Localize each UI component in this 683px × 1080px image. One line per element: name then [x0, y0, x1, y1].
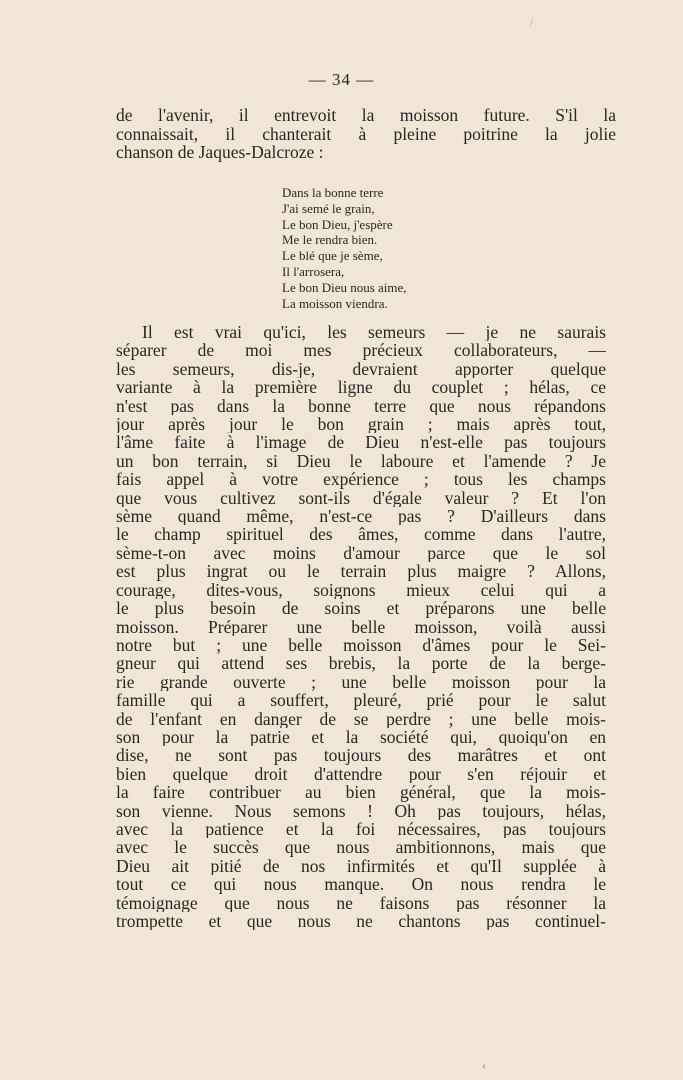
text-line: variante à la première ligne du couplet ; hélas, ce: [116, 378, 606, 397]
text-line: gneur qui attend ses brebis, la porte de la berge-: [116, 654, 606, 673]
text-line: trompette et que nous ne chantons pas continuel-: [116, 912, 606, 931]
text-line: bien quelque droit d'attendre pour s'en réjouir et: [116, 764, 606, 784]
page-number-header: — 34 —: [308, 70, 375, 89]
text-line: son pour la patrie et la société qui, quoiqu'on en: [116, 727, 606, 747]
poem-line: Le bon Dieu nous aime,: [282, 279, 407, 295]
body-paragraph: [116, 323, 606, 930]
text-line: l'âme faite à l'image de Dieu n'est-elle pas toujours: [116, 433, 606, 452]
text-line: de l'enfant en danger de se perdre ; une belle mois-: [116, 709, 606, 728]
text-line: moisson. Préparer une belle moisson, voilà aussi: [116, 617, 606, 636]
text-line: la faire contribuer au bien général, que la mois-: [116, 783, 606, 802]
text-line: le champ spirituel des âmes, comme dans l'autre,: [116, 525, 606, 544]
text-line: avec la patience et la foi nécessaires, pas toujours: [116, 819, 606, 839]
text-line: n'est pas dans la bonne terre que nous répandons: [116, 396, 606, 416]
text-line: jour après jour le bon grain ; mais après tout,: [116, 415, 606, 434]
text-line: sème-t-on avec moins d'amour parce que le sol: [116, 543, 606, 563]
poem-line: Le blé que je sème,: [282, 248, 383, 264]
poem-line: J'ai semé le grain,: [282, 200, 375, 216]
text-line: chanson de Jaques-Dalcroze :: [116, 142, 324, 162]
page-bottom-mark: ‹: [482, 1058, 486, 1072]
text-line: tout ce qui nous manque. On nous rendra le: [116, 875, 606, 894]
text-line: courage, dites-vous, soignons mieux celui qui a: [116, 580, 606, 600]
text-line: fais appel à votre expérience ; tous les champs: [116, 470, 606, 489]
text-line: sème quand même, n'est-ce pas ? D'ailleurs dans: [116, 507, 606, 526]
poem-line: La moisson viendra.: [282, 295, 388, 311]
text-line: Dieu ait pitié de nos infirmités et qu'Il supplée à: [116, 856, 606, 876]
text-line: Il est vrai qu'ici, les semeurs — je ne saurais: [142, 323, 606, 342]
text-line: est plus ingrat ou le terrain plus maigre ? Allons,: [116, 562, 606, 581]
text-line: un bon terrain, si Dieu le laboure et l'amende ? Je: [116, 451, 606, 471]
text-line: notre but ; une belle moisson d'âmes pour le Sei-: [116, 635, 606, 655]
text-line: connaissait, il chanterait à pleine poitrine la jolie: [116, 123, 616, 144]
poem-line: Dans la bonne terre: [282, 185, 384, 200]
text-line: rie grande ouverte ; une belle moisson pour la: [116, 672, 606, 692]
text-line: dise, ne sont pas toujours des marâtres et ont: [116, 746, 606, 765]
poem-line: Le bon Dieu, j'espère: [282, 216, 393, 232]
text-line: son vienne. Nous semons ! Oh pas toujours, hélas,: [116, 801, 606, 820]
intro-paragraph: [116, 106, 616, 162]
text-line: séparer de moi mes précieux collaborateurs, —: [116, 341, 606, 360]
poem-line: Me le rendra bien.: [282, 232, 378, 248]
text-line: les semeurs, dis-je, devraient apporter quelque: [116, 359, 606, 379]
text-line: famille qui a souffert, pleuré, prié pour le salut: [116, 691, 606, 710]
text-line: de l'avenir, il entrevoit la moisson future. S'il la: [116, 105, 616, 125]
poem-stanza: [282, 185, 522, 311]
text-line: que vous cultivez sont-ils d'égale valeur ? Et l'on: [116, 488, 606, 508]
text-line: avec le succès que nous ambitionnons, mais que: [116, 838, 606, 857]
page-corner-mark: /: [530, 18, 533, 29]
text-line: le plus besoin de soins et préparons une belle: [116, 599, 606, 618]
text-line: témoignage que nous ne faisons pas résonner la: [116, 893, 606, 912]
poem-line: Il l'arrosera,: [282, 263, 345, 279]
